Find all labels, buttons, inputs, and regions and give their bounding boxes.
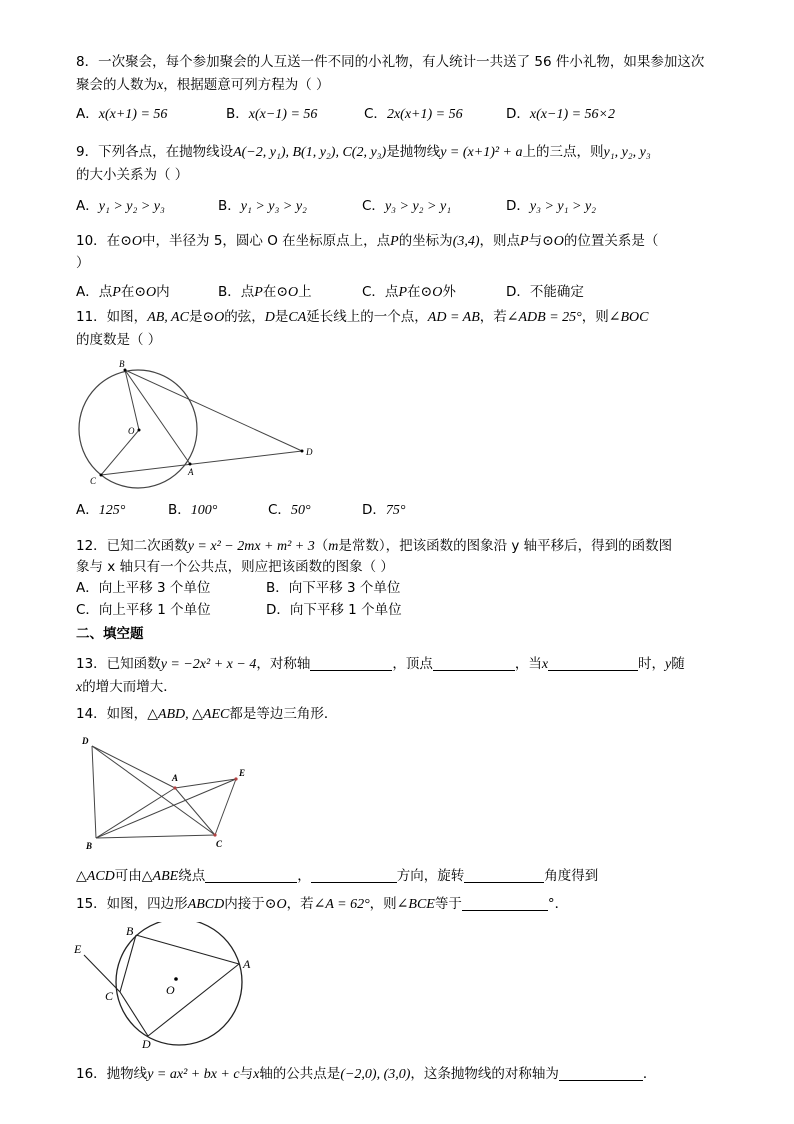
q11-label-b: B: [119, 359, 125, 369]
q14-line2: △ACD可由△ABE绕点 ， 方向，旋转 角度得到: [76, 868, 599, 884]
q14-segment-da: [92, 746, 175, 788]
q14-segment-ae: [175, 779, 236, 788]
q11-segment-bo: [125, 370, 139, 430]
q14-line1: 14．如图，△ABD, △AEC都是等边三角形．: [76, 706, 338, 722]
q14-label-a: A: [172, 773, 179, 783]
q15-segment-ba: [136, 935, 239, 964]
q11-label-c: C: [90, 476, 97, 486]
q14-label-c: C: [216, 839, 223, 849]
q12-line1: 12．已知二次函数y = x² − 2mx + m² + 3（m是常数），把该函数的图象沿 y 轴平移后，得到的函数图: [76, 538, 673, 554]
q14-segment-ac: [175, 788, 215, 835]
q14-segment-ec: [215, 779, 236, 835]
q15-segment-ce: [84, 955, 120, 992]
q8-line2: 聚会的人数为x，根据题意可列方程为（ ）: [76, 77, 330, 93]
q15-blank-angle[interactable]: [462, 896, 548, 911]
q15-label-d: D: [142, 1037, 151, 1050]
q14-blank-angle[interactable]: [464, 868, 544, 883]
q14-segment-db: [92, 746, 96, 838]
q14-blank-center[interactable]: [205, 868, 297, 883]
q16-line1: 16．抛物线y = ax² + bx + c与x轴的公共点是(−2,0), (3,0)，这条抛物线的对称轴为 ．: [76, 1066, 657, 1082]
q8-option-a: A．x(x+1) = 56: [76, 106, 168, 122]
q11-figure: [76, 358, 326, 493]
q11-option-a: A．125°: [76, 502, 126, 518]
q15-label-o: O: [166, 983, 175, 997]
q12-option-d: D．向下平移 1 个单位: [266, 602, 402, 618]
q11-segment-bd: [125, 370, 302, 451]
q11-option-d: D．75°: [362, 502, 406, 518]
q14-segment-bc: [96, 835, 215, 838]
q15-segment-cb: [120, 935, 136, 992]
q13-line1: 13．已知函数y = −2x² + x − 4，对称轴 ，顶点 ，当x 时，y随: [76, 656, 685, 672]
q10-line1: 10．在⊙O中，半径为 5，圆心 O 在坐标原点上，点P的坐标为(3,4)，则点P与⊙O的位置关系是（: [76, 233, 659, 249]
q11-label-o: O: [128, 426, 135, 436]
q11-option-b: B．100°: [168, 502, 218, 518]
q14-label-e: E: [239, 768, 246, 778]
section-heading-fill-in: 二、填空题: [76, 626, 144, 642]
q11-segment-cd: [101, 451, 302, 475]
q13-blank-condition[interactable]: [548, 656, 638, 671]
q11-line2: 的度数是（ ）: [76, 332, 162, 348]
q11-line1: 11．如图，AB, AC是⊙O的弦，D是CA延长线上的一个点，AD = AB，若∠ADB = 25°，则∠BOC: [76, 309, 649, 325]
q12-option-b: B．向下平移 3 个单位: [266, 580, 401, 596]
q9-option-c: C．y₃ > y₂ > y₁: [362, 198, 452, 214]
q14-segment-be: [96, 779, 236, 838]
q9-option-a: A．y₁ > y₂ > y₃: [76, 198, 165, 214]
q15-line1: 15．如图，四边形ABCD内接于⊙O，若∠A = 62°，则∠BCE等于 °．: [76, 896, 569, 912]
q8-line1: 8．一次聚会，每个参加聚会的人互送一件不同的小礼物，有人统计一共送了 56 件小礼物，如果参加这次: [76, 54, 705, 70]
q14-segment-dc: [92, 746, 215, 835]
q11-label-a: A: [188, 467, 194, 477]
q10-option-b: B．点P在⊙O上: [218, 284, 312, 300]
q15-label-b: B: [126, 924, 134, 938]
q15-label-c: C: [105, 989, 114, 1003]
q11-segment-ba: [125, 370, 190, 464]
q10-option-a: A．点P在⊙O内: [76, 284, 170, 300]
q8-option-b: B．x(x−1) = 56: [226, 106, 318, 122]
q8-option-d: D．x(x−1) = 56×2: [506, 106, 615, 122]
q9-line1: 9．下列各点，在抛物线设A(−2, y₁), B(1, y₂), C(2, y₃)是抛物线y = (x+1)² + a上的三点，则y₁, y₂, y₃: [76, 144, 651, 160]
q16-blank-axis[interactable]: [559, 1066, 643, 1081]
q10-line2: ）: [76, 255, 90, 271]
q10-option-c: C．点P在⊙O外: [362, 284, 456, 300]
q11-segment-oc: [101, 430, 139, 475]
q10-option-d: D．不能确定: [506, 284, 584, 300]
q13-line2: x的增大而增大．: [76, 679, 177, 695]
q9-line2: 的大小关系为（ ）: [76, 167, 189, 183]
q12-option-c: C．向上平移 1 个单位: [76, 602, 211, 618]
q8-option-c: C．2x(x+1) = 56: [364, 106, 463, 122]
q13-blank-vertex[interactable]: [433, 656, 515, 671]
q13-blank-axis[interactable]: [310, 656, 392, 671]
q14-label-d: D: [82, 736, 89, 746]
q14-label-b: B: [86, 841, 93, 851]
q11-label-d: D: [306, 447, 313, 457]
q15-figure: [70, 922, 260, 1050]
q12-line2: 象与 x 轴只有一个公共点，则应把该函数的图象（ ）: [76, 559, 394, 575]
q15-label-a: A: [243, 957, 251, 971]
q14-segment-ba: [96, 788, 175, 838]
q14-figure: [76, 732, 266, 854]
q9-option-d: D．y₃ > y₁ > y₂: [506, 198, 597, 214]
q15-label-e: E: [74, 942, 82, 956]
q11-option-c: C．50°: [268, 502, 311, 518]
q9-option-b: B．y₁ > y₃ > y₂: [218, 198, 307, 214]
q12-option-a: A．向上平移 3 个单位: [76, 580, 211, 596]
q14-blank-direction[interactable]: [311, 868, 397, 883]
